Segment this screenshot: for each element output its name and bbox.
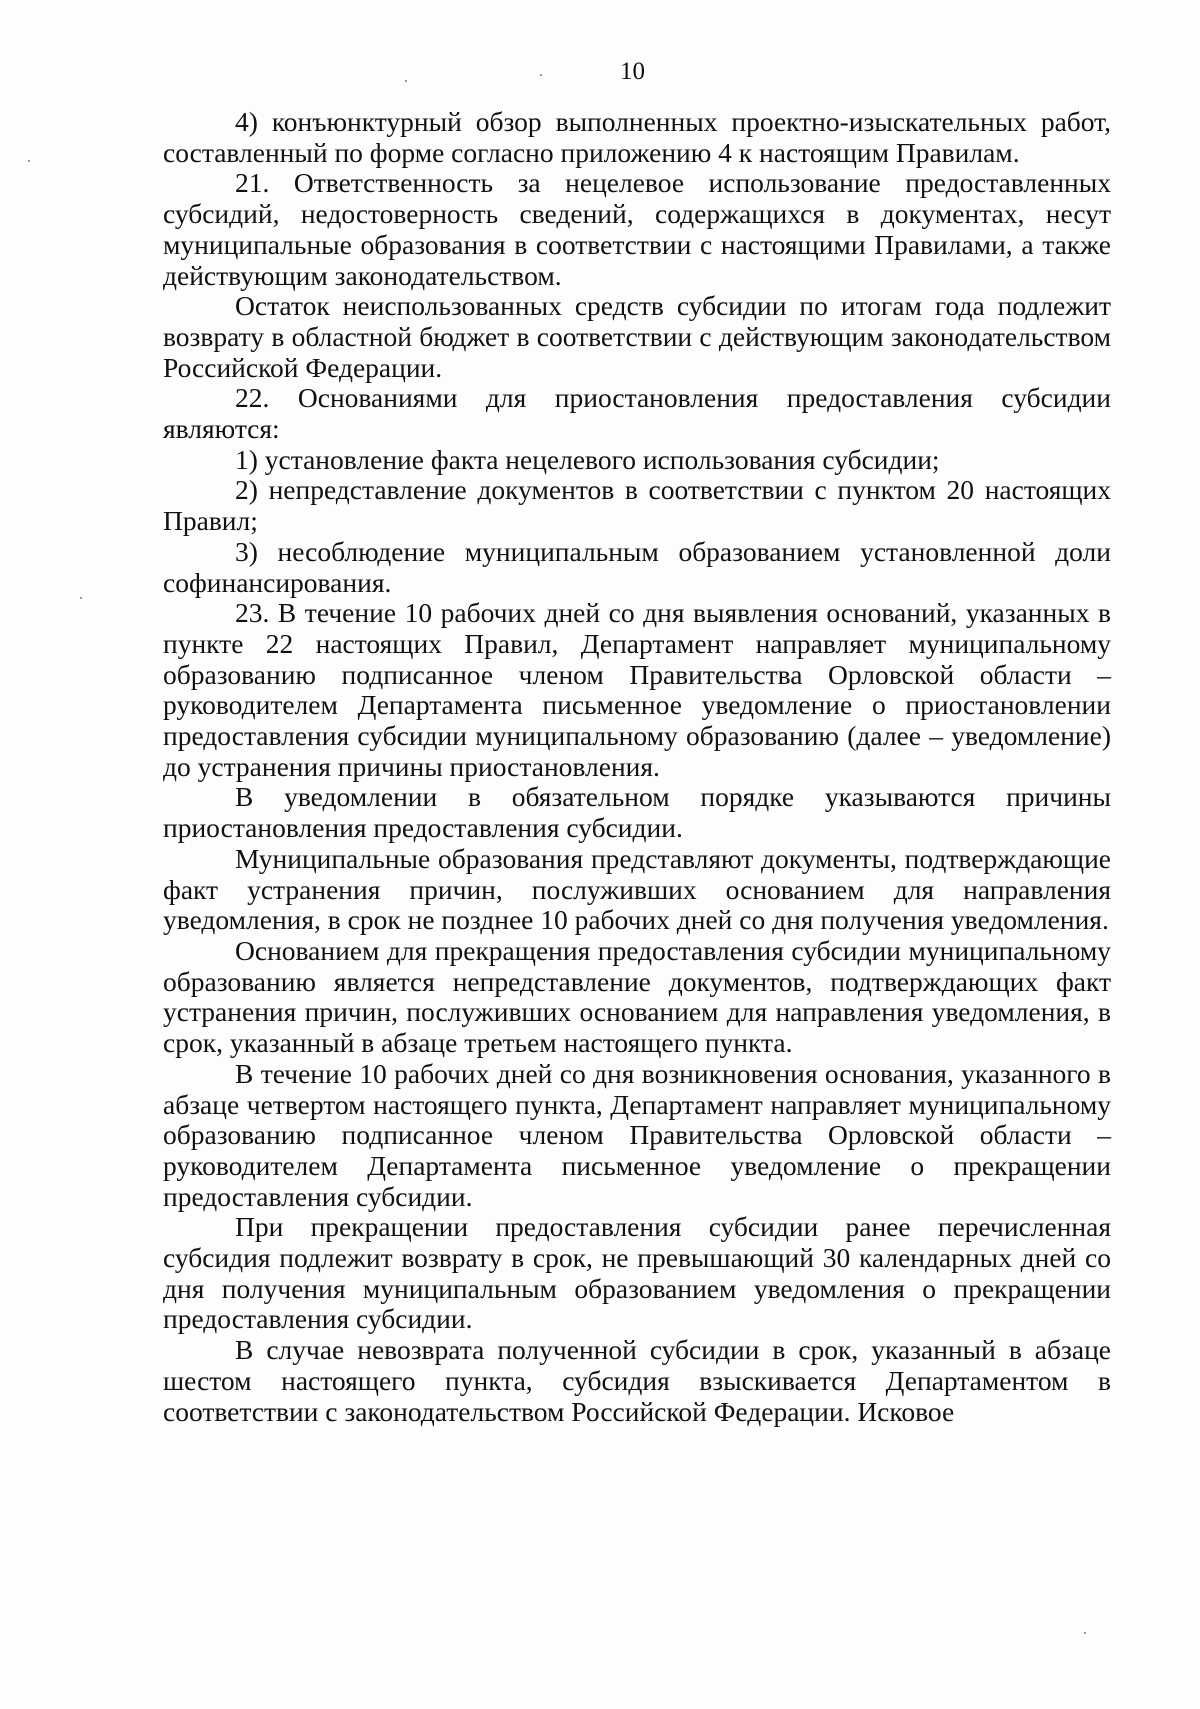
paragraph-item-4: 4) конъюнктурный обзор выполненных проектно-изыскательных работ, составленный по форме согласно приложению 4 к настоящим Правилам.	[163, 106, 1111, 168]
scan-speck	[1084, 1632, 1086, 1634]
scan-speck	[28, 160, 30, 162]
paragraph-refund: При прекращении предоставления субсидии ранее перечисленная субсидия подлежит возврату в срок, не превышающий 30 календарных дней со дня получения муниципальным образованием уведомления о прекращении предоставления субсидии.	[163, 1211, 1111, 1335]
paragraph-ground-1: 1) установление факта нецелевого использования субсидии;	[235, 443, 940, 475]
document-body	[163, 107, 1111, 1427]
paragraph-termination-ground: Основанием для прекращения предоставления субсидии муниципальному образованию является непредставление документов, подтверждающих факт устранения причин, послуживших основанием для направления уведомления, в срок, указанный в абзаце третьем настоящего пункта.	[163, 934, 1111, 1059]
paragraph-recovery: В случае невозврата полученной субсидии в срок, указанный в абзаце шестом настоящего пункта, субсидия взыскивается Департаментом в соответствии с законодательством Российской Федерации. Исковое	[163, 1334, 1111, 1427]
scan-speck	[540, 74, 542, 76]
paragraph-notice-reasons: В уведомлении в обязательном порядке указываются причины приостановления предоставления субсидии.	[163, 781, 1111, 844]
scan-speck	[405, 80, 407, 82]
paragraph-clause-21: 21. Ответственность за нецелевое использование предоставленных субсидий, недостоверность сведений, содержащихся в документах, несут муниципальные образования в соответствии с настоящими Правилами, а также действующим законодательством.	[163, 167, 1111, 291]
paragraph-unused-funds: Остаток неиспользованных средств субсидии по итогам года подлежит возврату в областной бюджет в соответствии с действующим законодательством Российской Федерации.	[163, 290, 1111, 383]
paragraph-clause-23: 23. В течение 10 рабочих дней со дня выявления оснований, указанных в пункте 22 настоящих Правил, Департамент направляет муниципальному образованию подписанное членом Правительства Орловской области – руководителем Департамента письменное уведомление о приостановлении предоставления субсидии муниципальному образованию (далее – уведомление) до устранения причины приостановления.	[163, 597, 1111, 782]
paragraph-ground-3: 3) несоблюдение муниципальным образованием установленной доли софинансирования.	[163, 535, 1111, 598]
paragraph-clause-22: 22. Основаниями для приостановления предоставления субсидии являются:	[163, 382, 1111, 445]
paragraph-documents-submission: Муниципальные образования представляют документы, подтверждающие факт устранения причин, послуживших основанием для направления уведомления, в срок не позднее 10 рабочих дней со дня получения уведомления.	[163, 842, 1111, 936]
page-number: 10	[620, 58, 645, 85]
scan-speck	[80, 597, 82, 599]
paragraph-ground-2: 2) непредставление документов в соответствии с пунктом 20 настоящих Правил;	[163, 474, 1111, 537]
paragraph-termination-notice: В течение 10 рабочих дней со дня возникновения основания, указанного в абзаце четвертом настоящего пункта, Департамент направляет муниципальному образованию подписанное членом Правительства Орловской области – руководителем Департамента письменное уведомление о прекращении предоставления субсидии.	[163, 1057, 1111, 1212]
